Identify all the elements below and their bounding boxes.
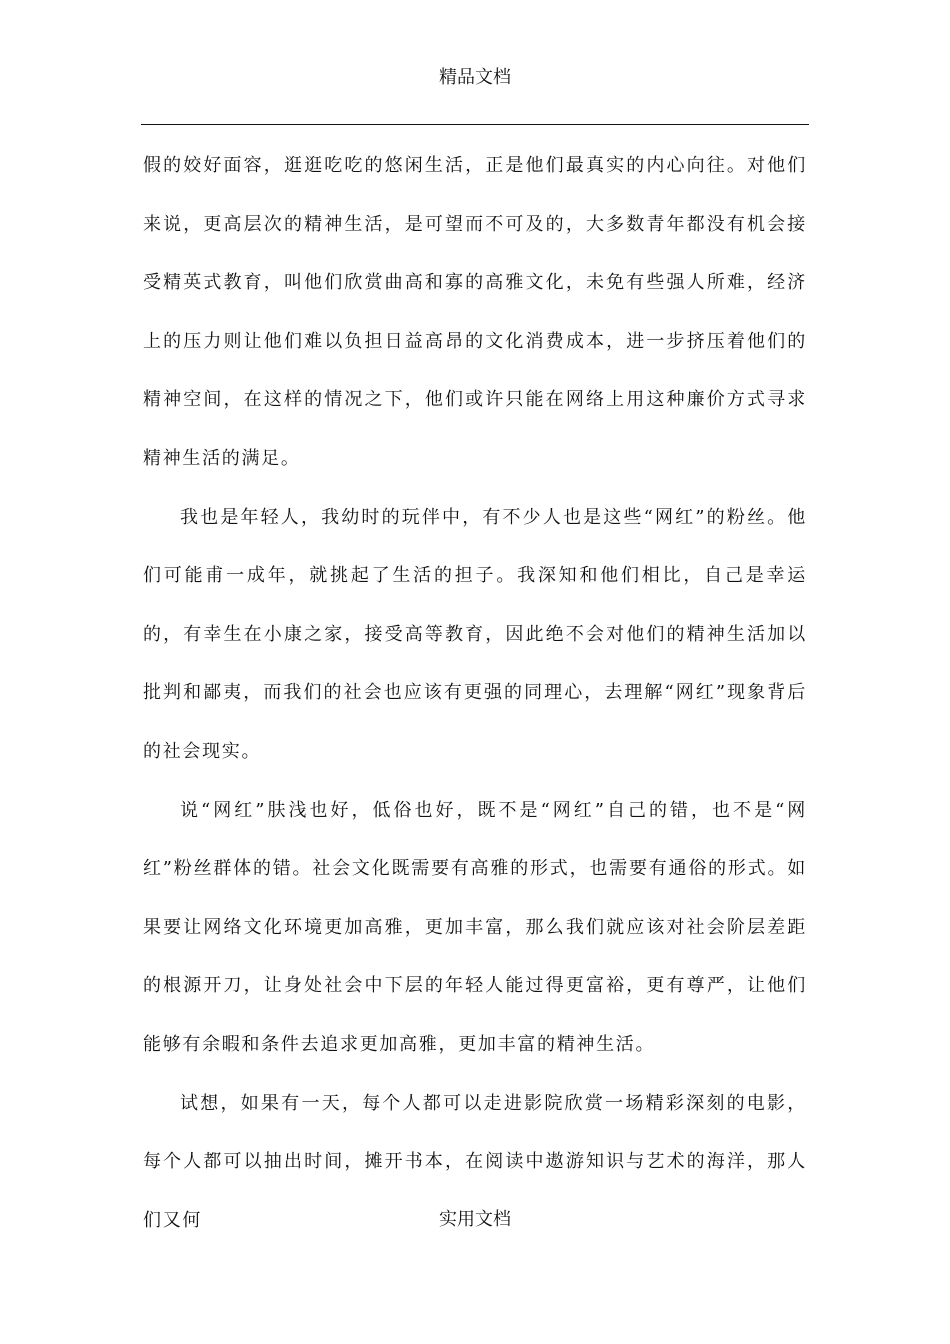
page-header: 精品文档 bbox=[439, 67, 511, 88]
paragraph-internet-celebrity: 说“网红”肤浅也好，低俗也好，既不是“网红”自己的错，也不是“网红”粉丝群体的错。社会文化既需要有高雅的形式，也需要有通俗的形式。如果要让网络文化环境更加高雅，更加丰富，那么我们就应该对社会阶层差距的根源开刀，让身处社会中下层的年轻人能过得更富裕，更有尊严，让他们能够有余暇和条件去追求更加高雅，更加丰富的精神生活。 bbox=[143, 799, 807, 1055]
paragraph-young-people: 我也是年轻人，我幼时的玩伴中，有不少人也是这些“网红”的粉丝。他们可能甫一成年，就挑起了生活的担子。我深知和他们相比，自己是幸运的，有幸生在小康之家，接受高等教育，因此绝不会对他们的精神生活加以批判和鄙夷，而我们的社会也应该有更强的同理心，去理解“网红”现象背后的社会现实。 bbox=[143, 506, 807, 762]
header-divider bbox=[141, 124, 809, 125]
page-footer: 实用文档 bbox=[439, 1209, 511, 1230]
document-body bbox=[143, 137, 807, 1250]
paragraph-imagine: 试想，如果有一天，每个人都可以走进影院欣赏一场精彩深刻的电影，每个人都可以抽出时间，摊开书本，在阅读中遨游知识与艺术的海洋，那人们又何 bbox=[143, 1092, 807, 1231]
paragraph-continued: 假的姣好面容，逛逛吃吃的悠闲生活，正是他们最真实的内心向往。对他们来说，更高层次的精神生活，是可望而不可及的，大多数青年都没有机会接受精英式教育，叫他们欣赏曲高和寡的高雅文化，未免有些强人所难，经济上的压力则让他们难以负担日益高昂的文化消费成本，进一步挤压着他们的精神空间，在这样的情况之下，他们或许只能在网络上用这种廉价方式寻求精神生活的满足。 bbox=[143, 155, 807, 469]
